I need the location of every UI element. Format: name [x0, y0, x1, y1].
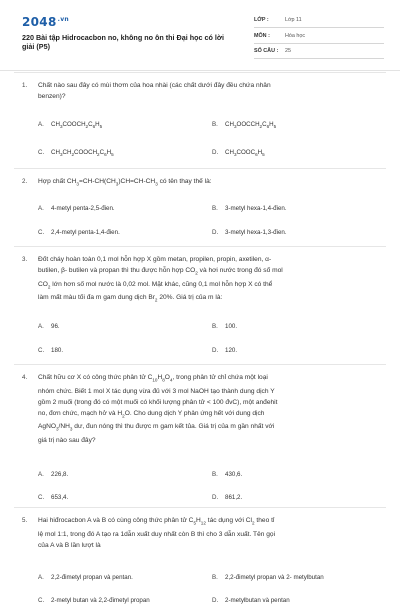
answer-option-c[interactable]	[38, 597, 150, 604]
answer-option-b[interactable]	[212, 323, 237, 330]
question-number: 2.	[22, 178, 28, 185]
question-divider	[14, 72, 386, 73]
question-text: Chất hữu cơ X có công thức phân tử $C_{10}H_8O_4$, trong phân tử chỉ chứa một loại nhóm chức. Biết 1 mol X tác dụng vừa đủ với 3 mol NaOH tạo thành dung dịch Y gồm 2 muối (trong đó có một muối có khối lượng phân tử < 100 đvC), một anđehit no, đơn chức, mạch hở và $H_2O$. Cho dung dịch Y phản ứng hết với dung dịch $AgNO_3/NH_3$ dư, đun nóng thì thu được m gam kết tủa. Giá trị của m gần nhất với giá trị nào sau đây?	[38, 374, 278, 444]
option-label: B.	[212, 574, 218, 581]
option-label: A.	[38, 205, 44, 212]
question-text: Hai hiđrocacbon A và B có cùng công thức phân tử $C_5H_{12}$ tác dụng với $Cl_2$ theo tỉ lệ mol 1:1, trong đó A tạo ra 1dẫn xuất duy nhất còn B thì cho 3 dẫn xuất. Tên gọi của A và B lần lượt là	[38, 517, 276, 549]
option-text: 861,2.	[225, 494, 243, 501]
question-text: Đốt cháy hoàn toàn 0,1 mol hỗn hợp X gồm metan, propilen, propin, axetilen, α- butilen, β- butilen và propan thì thu được hỗn hợp $CO_2$ và hơi nước trong đó số mol $CO_2$ lớn hơn số mol nước là 0,02 mol. Mặt khác, cũng 0,1 mol hỗn hợp X có thể làm mất màu tối đa m gam dung dịch $Br_2$ 20%. Giá trị của m là:	[38, 256, 283, 303]
option-text: 430,6.	[225, 471, 243, 478]
answer-option-a[interactable]	[38, 205, 115, 212]
option-text: 4-metyl penta-2,5-đien.	[51, 205, 115, 212]
option-text: 653,4.	[51, 494, 69, 501]
answer-option-c[interactable]	[38, 149, 114, 157]
answer-option-a[interactable]	[38, 574, 133, 581]
brand-logo[interactable]: $2048^{.vn}$	[22, 15, 69, 29]
question-number: 5.	[22, 517, 28, 524]
document-header	[0, 0, 400, 62]
question-text: Hợp chất $CH_3=CH-CH(CH_3)CH=CH-CH_3$ có tên thay thế là:	[38, 178, 212, 187]
option-label: C.	[38, 347, 45, 354]
option-label: B.	[212, 471, 218, 478]
option-text: $CH_3CH_2COOCH_2C_6H_5$	[51, 149, 114, 158]
option-text: 2,2-đimetyl propan và pentan.	[51, 574, 133, 581]
option-label: C.	[38, 229, 45, 236]
answer-option-d[interactable]	[212, 597, 290, 604]
document-title: 220 Bài tập Hidrocacbon no, không no ôn thi Đại học có lời giải (P5)	[22, 33, 224, 51]
option-text: 100.	[225, 323, 238, 330]
option-text: 180.	[51, 347, 64, 354]
answer-option-b[interactable]	[212, 121, 276, 129]
option-label: D.	[212, 494, 219, 501]
option-label: C.	[38, 149, 45, 156]
answer-option-d[interactable]	[212, 347, 237, 354]
meta-key: LỚP :	[254, 17, 269, 23]
option-label: A.	[38, 323, 44, 330]
header-divider	[0, 70, 400, 71]
meta-value: Lớp 11	[285, 17, 302, 23]
meta-value: Hóa học	[285, 33, 306, 39]
answer-option-a[interactable]	[38, 121, 102, 129]
option-text: 226,8.	[51, 471, 69, 478]
answer-option-d[interactable]	[212, 149, 265, 157]
question-text: Chất nào sau đây có mùi thơm của hoa nhài (các chất dưới đây đều chứa nhân benzen)?	[38, 82, 271, 101]
question-divider	[14, 246, 386, 247]
answer-option-b[interactable]	[212, 471, 242, 478]
answer-option-b[interactable]	[212, 205, 287, 212]
option-label: A.	[38, 574, 44, 581]
option-text: 96.	[51, 323, 60, 330]
option-text: 3-metyl hexa-1,4-đien.	[225, 205, 287, 212]
option-label: D.	[212, 149, 219, 156]
answer-option-c[interactable]	[38, 347, 63, 354]
option-text: $CH_3COOC_6H_5$	[225, 149, 265, 158]
option-text: 120.	[225, 347, 238, 354]
answer-option-a[interactable]	[38, 471, 68, 478]
option-text: 2,2-đimetyl propan và 2- metylbutan	[225, 574, 324, 581]
answer-option-a[interactable]	[38, 323, 60, 330]
meta-key: SỐ CÂU :	[254, 48, 279, 54]
option-label: A.	[38, 471, 44, 478]
meta-question-count	[254, 45, 384, 59]
answer-option-c[interactable]	[38, 494, 68, 501]
option-text: 2-metylbutan và pentan	[225, 597, 290, 604]
option-label: C.	[38, 494, 45, 501]
question-number: 1.	[22, 82, 28, 89]
question-divider	[14, 507, 386, 508]
meta-key: MÔN :	[254, 33, 270, 39]
option-text: 2-metyl butan và 2,2-đimetyl propan	[51, 597, 150, 604]
meta-subject	[254, 30, 384, 44]
option-label: B.	[212, 323, 218, 330]
answer-option-b[interactable]	[212, 574, 324, 581]
meta-class	[254, 14, 384, 28]
answer-option-c[interactable]	[38, 229, 120, 236]
option-label: D.	[212, 597, 219, 604]
option-label: B.	[212, 205, 218, 212]
option-label: A.	[38, 121, 44, 128]
question-number: 3.	[22, 256, 28, 263]
option-label: D.	[212, 347, 219, 354]
option-text: $CH_3COOCH_2C_6H_5$	[51, 121, 103, 130]
option-text: $CH_3OOCCH_2C_6H_5$	[225, 121, 277, 130]
question-divider	[14, 364, 386, 365]
option-label: D.	[212, 229, 219, 236]
question-number: 4.	[22, 374, 28, 381]
question-divider	[14, 168, 386, 169]
answer-option-d[interactable]	[212, 494, 242, 501]
option-label: C.	[38, 597, 45, 604]
meta-value: 25	[285, 48, 291, 54]
option-text: 2,4-metyl penta-1,4-đien.	[51, 229, 120, 236]
option-text: 3-metyl hexa-1,3-đien.	[225, 229, 287, 236]
option-label: B.	[212, 121, 218, 128]
answer-option-d[interactable]	[212, 229, 287, 236]
